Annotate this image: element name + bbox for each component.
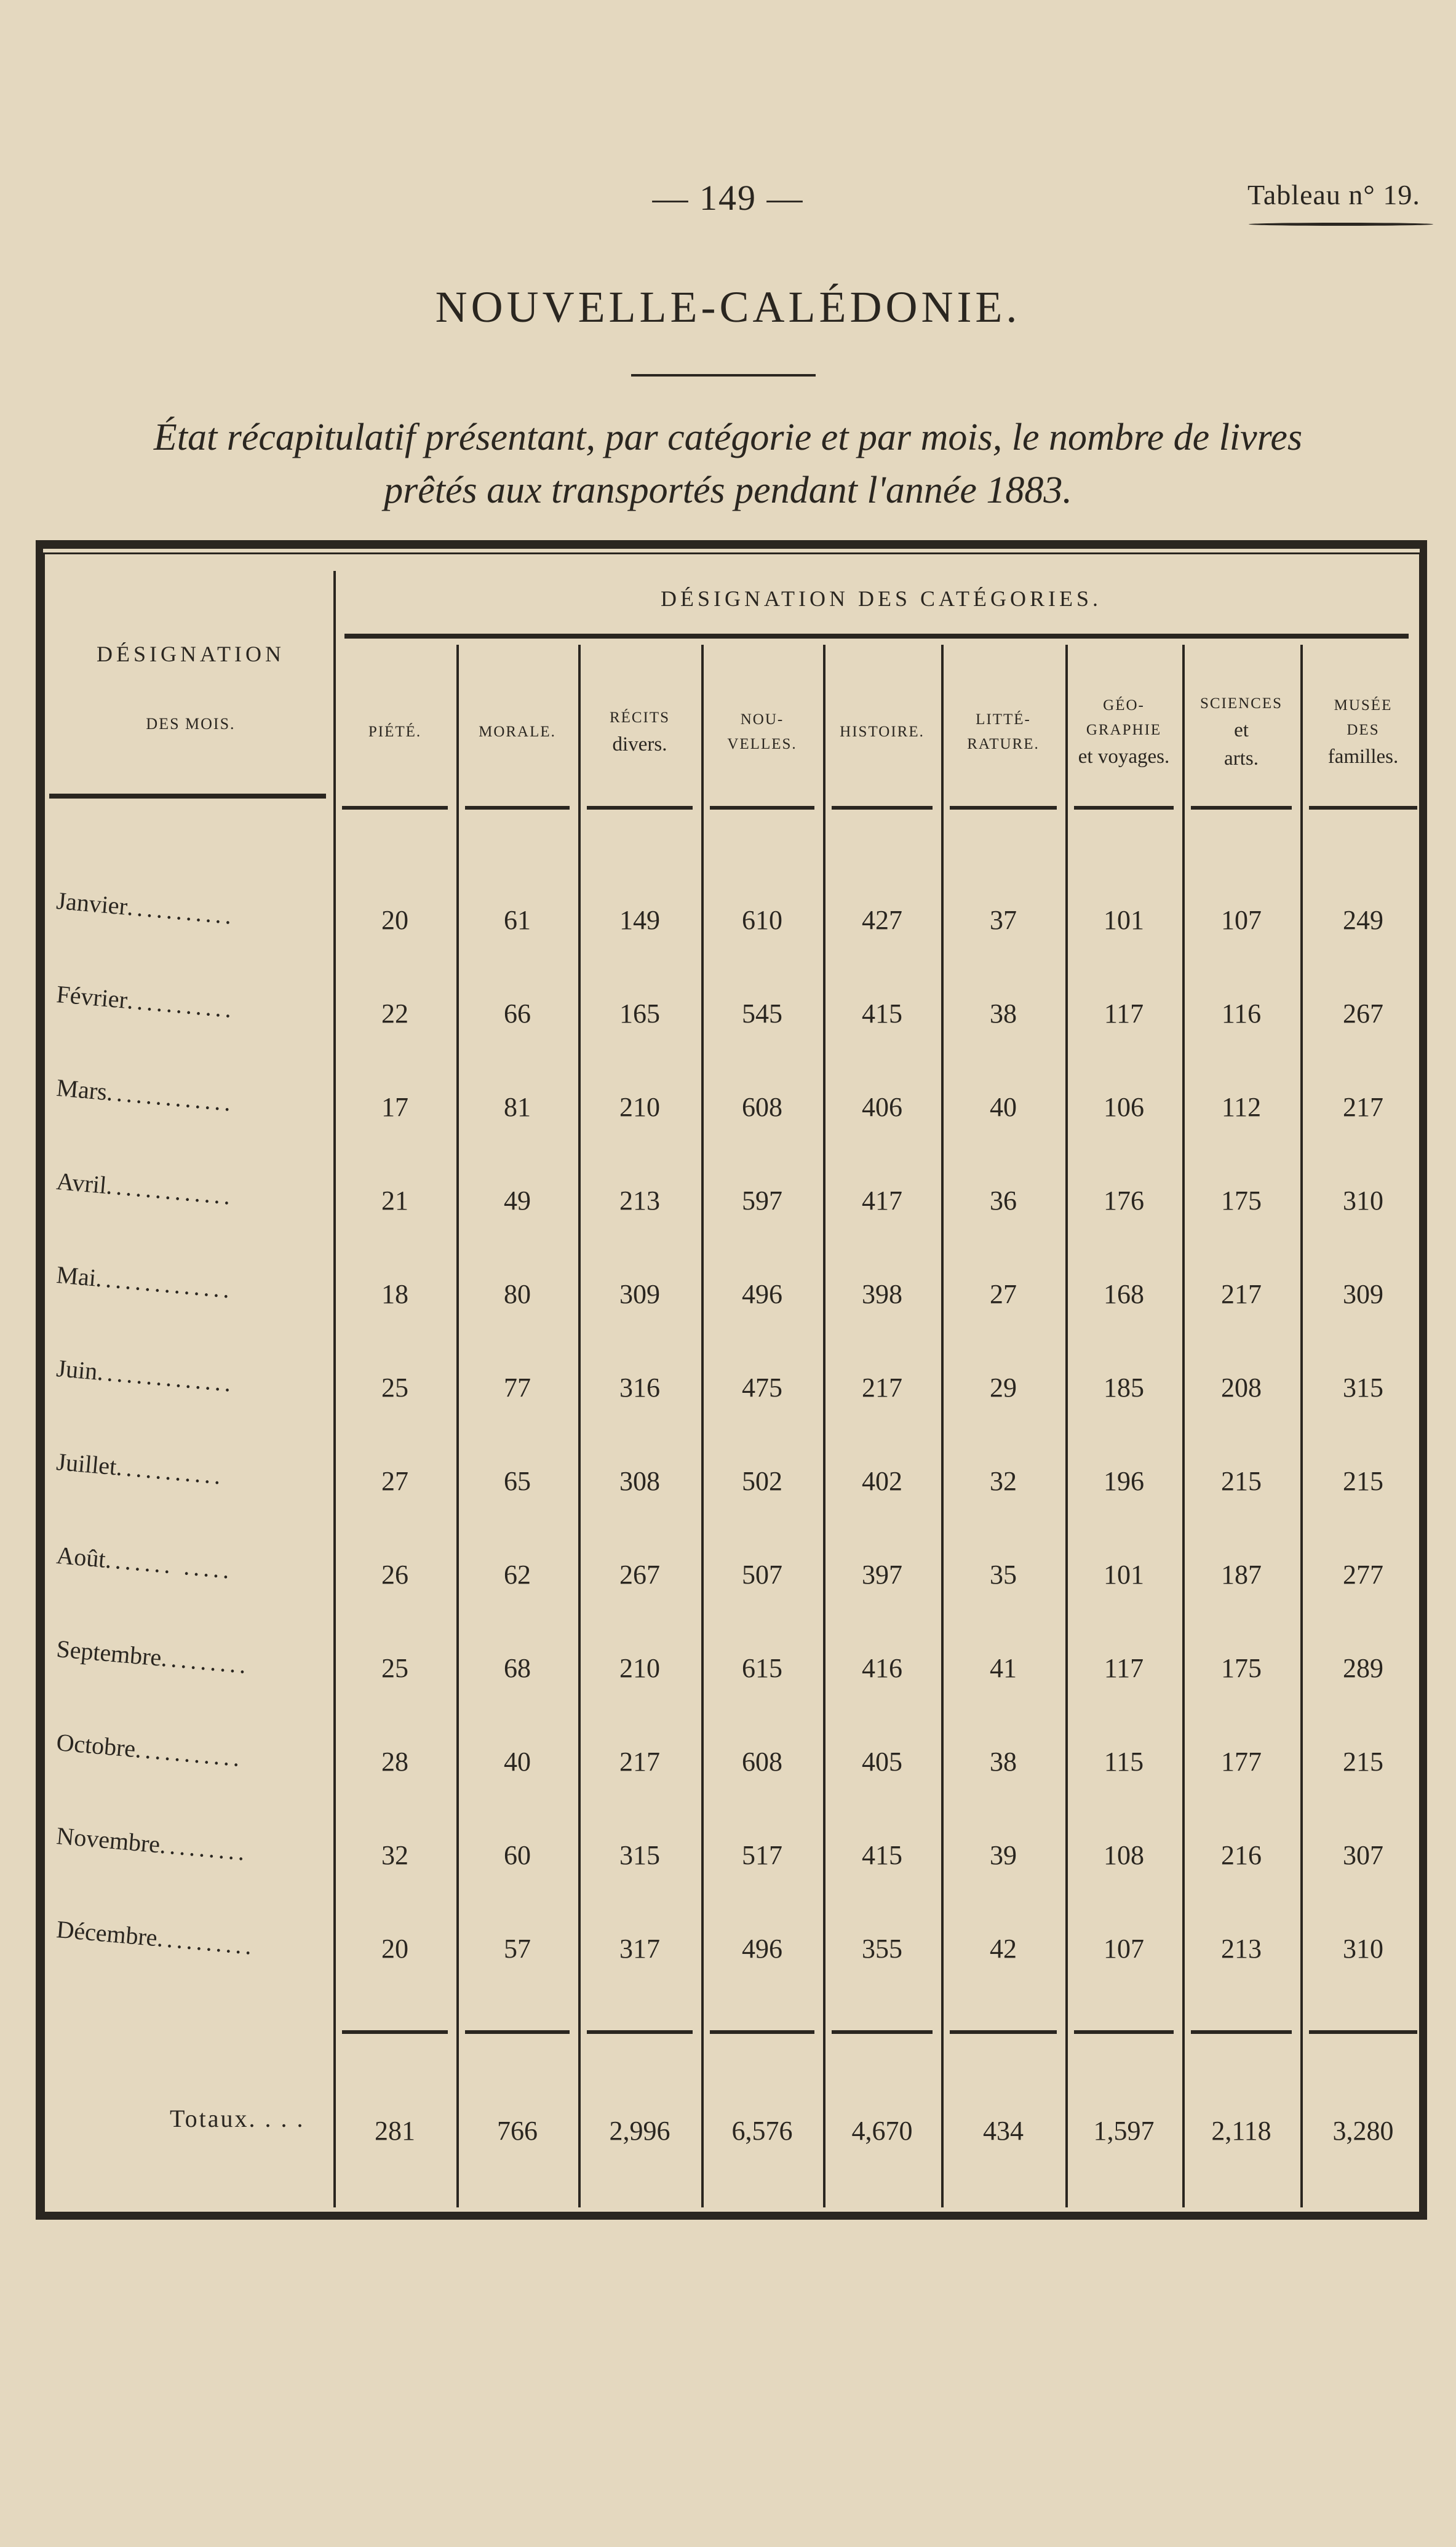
subtitle	[0, 411, 1456, 517]
table-cell: 18	[381, 1279, 408, 1309]
column-header-rule	[1074, 806, 1174, 810]
month-name: Décembre	[55, 1915, 159, 1952]
table-cell: 215	[1343, 1747, 1383, 1777]
totals-label: Totaux. . . .	[170, 2105, 305, 2132]
subtitle-line-1: État récapitulatif présentant, par catégorie et par mois, le nombre de livres	[153, 417, 1303, 458]
row-header-line-1: DÉSIGNATION	[97, 642, 285, 666]
leader-dots: ..............	[95, 1264, 235, 1304]
table-cell: 196	[1104, 1466, 1144, 1496]
month-name: Novembre	[55, 1821, 162, 1859]
table-cell: 307	[1343, 1840, 1383, 1870]
column-rule	[1065, 645, 1068, 2207]
table-cell: 32	[381, 1840, 408, 1870]
table-cell: 42	[990, 1934, 1017, 1964]
total-cell: 1,597	[1093, 2116, 1155, 2146]
column-header-rule	[587, 806, 693, 810]
table-cell: 417	[862, 1186, 902, 1216]
table-cell: 101	[1104, 905, 1144, 935]
month-name: Février	[55, 979, 129, 1014]
column-header-rule	[710, 806, 814, 810]
column-header-text: LITTÉ-	[976, 711, 1031, 728]
column-header-text: et	[1234, 719, 1249, 741]
column-header-text: divers.	[612, 733, 667, 755]
column-header	[701, 664, 823, 800]
table-cell: 28	[381, 1747, 408, 1777]
table-cell: 315	[1343, 1373, 1383, 1403]
table-cell: 149	[619, 905, 660, 935]
total-cell: 766	[497, 2116, 538, 2146]
column-header-text: GRAPHIE	[1086, 722, 1162, 738]
table-cell: 213	[619, 1186, 660, 1216]
table-cell: 36	[990, 1186, 1017, 1216]
column-header-text: RATURE.	[967, 736, 1040, 752]
table-cell: 217	[619, 1747, 660, 1777]
table-cell: 26	[381, 1560, 408, 1590]
table-cell: 427	[862, 905, 902, 935]
month-name: Octobre	[55, 1728, 137, 1763]
table-cell: 165	[619, 998, 660, 1029]
table-cell: 62	[504, 1560, 531, 1590]
column-header	[1182, 664, 1300, 800]
column-header-rule	[342, 806, 448, 810]
table-cell: 208	[1221, 1373, 1262, 1403]
leader-dots: .........	[160, 1643, 251, 1680]
table-cell: 20	[381, 905, 408, 935]
table-cell: 317	[619, 1934, 660, 1964]
table-cell: 406	[862, 1092, 902, 1122]
page-number: — 149 —	[652, 178, 804, 218]
table-cell: 216	[1221, 1840, 1262, 1870]
table-cell: 475	[742, 1373, 782, 1403]
table-cell: 80	[504, 1279, 531, 1309]
totals-rule	[1309, 2030, 1417, 2034]
table-cell: 20	[381, 1934, 408, 1964]
total-cell: 434	[983, 2116, 1024, 2146]
table-cell: 187	[1221, 1560, 1262, 1590]
column-rule	[1300, 645, 1303, 2207]
table-cell: 27	[381, 1466, 408, 1496]
group-header-rule	[344, 634, 1409, 639]
total-cell: 281	[375, 2116, 415, 2146]
column-header-text: NOU-	[740, 711, 784, 728]
column-header-text: et voyages.	[1078, 746, 1170, 768]
table-cell: 610	[742, 905, 782, 935]
table-cell: 117	[1104, 1653, 1144, 1683]
table-cell: 176	[1104, 1186, 1144, 1216]
tableau-label: Tableau n° 19.	[1247, 179, 1420, 210]
column-header	[456, 664, 578, 800]
totals-rule	[832, 2030, 933, 2034]
table-cell: 308	[619, 1466, 660, 1496]
total-cell: 2,996	[609, 2116, 670, 2146]
column-rule	[701, 645, 704, 2207]
leader-dots: ...........	[126, 986, 237, 1024]
column-header-text: PIÉTÉ.	[368, 723, 422, 740]
column-header	[1065, 664, 1182, 800]
table-cell: 81	[504, 1092, 531, 1122]
column-header	[941, 664, 1065, 800]
table-cell: 277	[1343, 1560, 1383, 1590]
column-header	[823, 664, 941, 800]
table-cell: 106	[1104, 1092, 1144, 1122]
leader-dots: ...........	[115, 1453, 226, 1490]
table-cell: 66	[504, 998, 531, 1029]
totals-rule	[1074, 2030, 1174, 2034]
month-name: Août	[55, 1541, 107, 1573]
table-cell: 315	[619, 1840, 660, 1870]
table-cell: 60	[504, 1840, 531, 1870]
table-cell: 213	[1221, 1934, 1262, 1964]
table-cell: 116	[1221, 998, 1262, 1029]
table-cell: 416	[862, 1653, 902, 1683]
table-cell: 32	[990, 1466, 1017, 1496]
table-cell: 29	[990, 1373, 1017, 1403]
total-cell: 6,576	[731, 2116, 793, 2146]
table-cell: 517	[742, 1840, 782, 1870]
table-cell: 402	[862, 1466, 902, 1496]
subtitle-line-2: prêtés aux transportés pendant l'année 1883.	[384, 469, 1072, 511]
totals-rule	[950, 2030, 1057, 2034]
table-cell: 608	[742, 1747, 782, 1777]
table-cell: 41	[990, 1653, 1017, 1683]
row-header-rule	[49, 794, 326, 799]
month-name: Juillet	[55, 1447, 118, 1481]
table-cell: 38	[990, 998, 1017, 1029]
table-cell: 40	[990, 1092, 1017, 1122]
leader-dots: ...........	[126, 893, 237, 930]
column-header-rule	[950, 806, 1057, 810]
table-cell: 49	[504, 1186, 531, 1216]
table-cell: 215	[1221, 1466, 1262, 1496]
table-cell: 112	[1221, 1092, 1262, 1122]
column-rule	[1182, 645, 1185, 2207]
table-cell: 215	[1343, 1466, 1383, 1496]
column-rule	[578, 645, 581, 2207]
table-cell: 545	[742, 998, 782, 1029]
table-cell: 27	[990, 1279, 1017, 1309]
table-cell: 502	[742, 1466, 782, 1496]
leader-dots: .........	[159, 1830, 250, 1867]
table-cell: 267	[619, 1560, 660, 1590]
table-cell: 210	[619, 1092, 660, 1122]
table-cell: 415	[862, 1840, 902, 1870]
table-cell: 22	[381, 998, 408, 1029]
table-cell: 397	[862, 1560, 902, 1590]
table-cell: 25	[381, 1373, 408, 1403]
table-cell: 77	[504, 1373, 531, 1403]
total-cell: 2,118	[1211, 2116, 1271, 2146]
month-name: Septembre	[55, 1634, 163, 1672]
month-name: Avril	[55, 1166, 108, 1199]
table-cell: 101	[1104, 1560, 1144, 1590]
table-cell: 108	[1104, 1840, 1144, 1870]
leader-dots: ..........	[156, 1924, 257, 1961]
column-header-text: MUSÉE	[1334, 697, 1393, 714]
table-cell: 405	[862, 1747, 902, 1777]
table-cell: 175	[1221, 1186, 1262, 1216]
table-cell: 316	[619, 1373, 660, 1403]
column-rule	[456, 645, 459, 2207]
row-header-line-2: DES MOIS.	[146, 715, 236, 733]
table-cell: 507	[742, 1560, 782, 1590]
table-cell: 608	[742, 1092, 782, 1122]
table-cell: 35	[990, 1560, 1017, 1590]
table-cell: 25	[381, 1653, 408, 1683]
table-cell: 597	[742, 1186, 782, 1216]
totals-rule	[1191, 2030, 1292, 2034]
column-header-text: DES	[1347, 722, 1380, 738]
column-rule	[941, 645, 944, 2207]
table-cell: 415	[862, 998, 902, 1029]
totals-rule	[587, 2030, 693, 2034]
month-name: Juin	[55, 1353, 99, 1385]
column-header-text: VELLES.	[727, 736, 797, 752]
column-header	[1300, 664, 1426, 800]
table-cell: 496	[742, 1934, 782, 1964]
leader-dots: ....... .....	[104, 1545, 234, 1584]
column-header-rule	[832, 806, 933, 810]
leader-dots: ..............	[96, 1357, 236, 1398]
totals-rule	[710, 2030, 814, 2034]
column-rule	[823, 645, 825, 2207]
table-cell: 107	[1104, 1934, 1144, 1964]
table-cell: 210	[619, 1653, 660, 1683]
table-cell: 217	[1343, 1092, 1383, 1122]
table-cell: 185	[1104, 1373, 1144, 1403]
group-header: DÉSIGNATION DES CATÉGORIES.	[661, 586, 1102, 611]
table-cell: 217	[1221, 1279, 1262, 1309]
total-cell: 4,670	[851, 2116, 913, 2146]
table-cell: 175	[1221, 1653, 1262, 1683]
table-cell: 398	[862, 1279, 902, 1309]
tableau-underline	[1249, 223, 1433, 226]
table-cell: 309	[619, 1279, 660, 1309]
leader-dots: .............	[105, 1171, 236, 1211]
table-cell: 68	[504, 1653, 531, 1683]
table-cell: 177	[1221, 1747, 1262, 1777]
page-title: NOUVELLE-CALÉDONIE.	[435, 282, 1021, 332]
table-cell: 38	[990, 1747, 1017, 1777]
totals-rule	[465, 2030, 570, 2034]
table-cell: 217	[862, 1373, 902, 1403]
table-cell: 107	[1221, 905, 1262, 935]
column-header	[333, 664, 456, 800]
leader-dots: .............	[105, 1078, 236, 1117]
table-cell: 615	[742, 1653, 782, 1683]
table-cell: 17	[381, 1092, 408, 1122]
title-rule	[631, 374, 816, 377]
table-cell: 496	[742, 1279, 782, 1309]
month-name: Mai	[55, 1260, 98, 1292]
column-header-rule	[1309, 806, 1417, 810]
totals-rule	[342, 2030, 448, 2034]
total-cell: 3,280	[1332, 2116, 1394, 2146]
table-cell: 310	[1343, 1186, 1383, 1216]
column-header-text: arts.	[1224, 747, 1259, 770]
table-cell: 65	[504, 1466, 531, 1496]
table-cell: 61	[504, 905, 531, 935]
table-cell: 355	[862, 1934, 902, 1964]
table-cell: 37	[990, 905, 1017, 935]
table-cell: 40	[504, 1747, 531, 1777]
table-cell: 267	[1343, 998, 1383, 1029]
table-cell: 309	[1343, 1279, 1383, 1309]
table-cell: 39	[990, 1840, 1017, 1870]
column-header-text: HISTOIRE.	[840, 723, 925, 740]
column-header-rule	[1191, 806, 1292, 810]
column-header-text: SCIENCES	[1199, 695, 1283, 712]
column-header-rule	[465, 806, 570, 810]
leader-dots: ...........	[134, 1735, 245, 1772]
column-header-text: GÉO-	[1103, 697, 1145, 714]
column-header-text: familles.	[1327, 746, 1399, 768]
column-header-text: RÉCITS	[609, 709, 670, 726]
column-header	[578, 664, 701, 800]
month-name: Janvier	[55, 886, 129, 920]
table-cell: 249	[1343, 905, 1383, 935]
table-cell: 289	[1343, 1653, 1383, 1683]
table-cell: 21	[381, 1186, 408, 1216]
table-cell: 117	[1104, 998, 1144, 1029]
month-name: Mars	[55, 1073, 108, 1106]
table-cell: 310	[1343, 1934, 1383, 1964]
table-cell: 57	[504, 1934, 531, 1964]
table-cell: 168	[1104, 1279, 1144, 1309]
table-cell: 115	[1104, 1747, 1144, 1777]
column-header-text: MORALE.	[479, 723, 556, 740]
